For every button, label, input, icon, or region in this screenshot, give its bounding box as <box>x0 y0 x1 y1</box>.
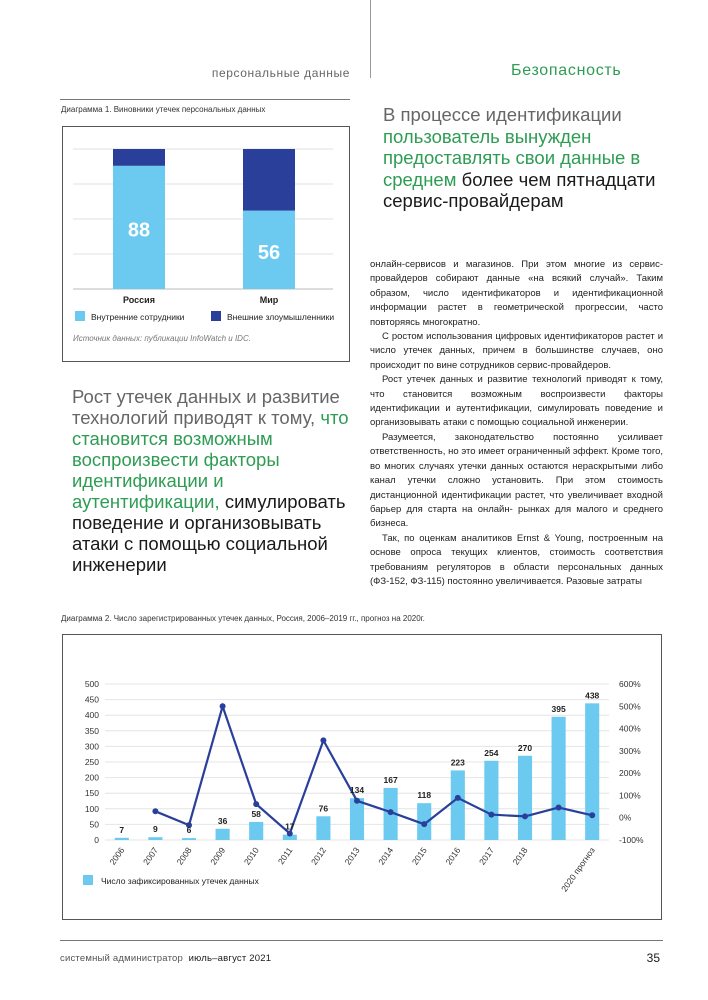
y-tick-right: 0% <box>619 812 632 823</box>
footer-rule <box>60 940 663 941</box>
bar-data-label: 254 <box>484 747 499 758</box>
bar-segment <box>243 149 295 211</box>
article-body <box>370 258 663 589</box>
body-paragraph: Так, по оценкам аналитиков Ernst & Young, построенным на основе опроса текущих клиентов, стоимость соответствия требованиям регуляторов в области персональных данных (ФЗ-152, ФЗ-115) постоянно увеличивается. Разовые затраты <box>370 532 663 587</box>
x-tick-label: 2009 <box>208 845 228 867</box>
bar <box>148 837 162 840</box>
bar-data-label: 118 <box>417 790 432 801</box>
body-paragraph: онлайн-сервисов и магазинов. При этом многие из сервис-провайдеров собирают данные «на всякий случай». Таким образом, число идентификаторов и идентификационной информации растет в геометрической прогрессии, часто повторяясь многократно. <box>370 259 663 328</box>
body-paragraph: С ростом использования цифровых идентификаторов растет и число утечек данных, причем в большинстве случаев, оно происходит по вине сотрудников сервис-провайдеров. <box>370 331 663 371</box>
y-tick-right: 600% <box>619 679 641 689</box>
x-tick-label: 2008 <box>174 845 194 867</box>
y-tick-right: -100% <box>619 835 644 845</box>
footer-magazine <box>60 953 271 964</box>
growth-point <box>152 808 158 814</box>
data-label: 88 <box>127 219 151 242</box>
chart2-frame <box>62 634 662 920</box>
y-tick-left: 250 <box>84 757 99 767</box>
bar <box>451 770 465 840</box>
bar <box>552 717 566 840</box>
growth-point <box>388 809 394 815</box>
bar-data-label: 438 <box>585 690 600 701</box>
page-number: 35 <box>646 951 660 965</box>
category-label: Мир <box>259 295 279 305</box>
growth-point <box>589 812 595 818</box>
bar <box>182 838 196 840</box>
y-tick-right: 400% <box>619 723 641 734</box>
bar-data-label: 76 <box>318 803 329 814</box>
bar <box>249 822 263 840</box>
y-tick-right: 100% <box>619 790 641 801</box>
category-label: Россия <box>123 295 155 305</box>
x-tick-label: 2006 <box>107 845 127 867</box>
bar-data-label: 36 <box>217 815 228 826</box>
bar-segment <box>113 149 165 166</box>
chart2-caption: Диаграмма 2. Число зарегистрированных утечек данных, Россия, 2006–2019 гг., прогноз на 2020г. <box>61 614 425 623</box>
bar-data-label: 395 <box>551 703 566 714</box>
growth-point <box>488 812 494 818</box>
growth-point <box>220 703 226 709</box>
growth-point <box>320 737 326 743</box>
y-tick-left: 200 <box>84 772 99 783</box>
chart1-plot <box>63 127 351 363</box>
x-tick-label: 2011 <box>275 845 295 867</box>
pull-quote-2 <box>72 386 362 575</box>
bar-data-label: 134 <box>349 785 365 796</box>
y-tick-left: 150 <box>84 788 99 799</box>
body-paragraph: Рост утечек данных и развитие технологий приводят к тому, что становится возможным воспроизвести факторы идентификации и аутентификации, симулировать поведение и организовывать атаки с помощью социальной инженерии. <box>370 374 663 429</box>
bar <box>585 703 599 840</box>
body-paragraph: Разумеется, законодательство постоянно усиливает ответственность, но это имеет ограниченный эффект. Кроме того, во многих случаях утечки данных остаются нераскрытыми либо канал утечки сложно установить. При этом стоимость дистанционной идентификации растет, что увеличивает входной барьер для старта на онлайн- рынках для малого и среднего бизнеса. <box>370 431 663 530</box>
growth-point <box>455 795 461 801</box>
pull-quote-2-part3: симулировать поведение и организовывать атаки с помощью социальной инженерии <box>72 491 346 575</box>
y-tick-left: 350 <box>84 725 99 736</box>
growth-point <box>354 798 360 804</box>
x-tick-label: 2018 <box>510 845 530 867</box>
legend-label: Внутренние сотрудники <box>91 312 185 322</box>
x-tick-label: 2015 <box>409 845 429 867</box>
legend-swatch <box>75 311 85 321</box>
bar-data-label: 9 <box>153 824 158 835</box>
chart1-frame <box>62 126 350 362</box>
legend-swatch <box>211 311 221 321</box>
data-label: 56 <box>257 241 281 264</box>
y-tick-left: 0 <box>94 835 99 845</box>
y-tick-left: 500 <box>84 679 99 689</box>
bar <box>115 838 129 840</box>
bar <box>484 761 498 840</box>
bar <box>350 798 364 840</box>
bar-data-label: 17 <box>285 821 295 832</box>
pull-quote-2-part1: Рост утечек данных и развитие технологий приводят к тому, <box>72 386 340 428</box>
header-divider <box>370 0 371 78</box>
growth-point <box>556 804 562 810</box>
x-tick-label: 2007 <box>140 845 161 867</box>
y-tick-left: 100 <box>84 803 99 814</box>
bar <box>316 816 330 840</box>
section-label: персональные данные <box>211 66 350 80</box>
magazine-name: системный администратор <box>60 953 183 964</box>
pull-quote-1 <box>383 104 683 212</box>
pull-quote-1-part3: более чем пятнадцати сервис-провайдерам <box>383 168 656 211</box>
bar <box>518 756 532 840</box>
y-tick-right: 500% <box>619 701 641 712</box>
y-tick-left: 50 <box>89 819 99 830</box>
chart2-plot <box>63 635 663 921</box>
growth-point <box>421 821 427 827</box>
bar-data-label: 223 <box>450 757 465 768</box>
y-tick-left: 400 <box>84 710 99 721</box>
chart1-caption: Диаграмма 1. Виновники утечек персональных данных <box>61 105 266 114</box>
y-tick-left: 450 <box>84 694 99 705</box>
bar <box>216 829 230 840</box>
y-tick-right: 200% <box>619 768 641 779</box>
x-tick-label: 2012 <box>308 845 329 867</box>
pull-quote-1-part2: пользователь вынужден предоставлять свои данные в среднем <box>383 125 641 190</box>
x-tick-label: 2016 <box>443 845 463 867</box>
y-tick-right: 300% <box>619 745 641 756</box>
growth-point <box>253 801 259 807</box>
header-rule <box>60 99 350 100</box>
x-tick-label: 2014 <box>376 845 396 867</box>
x-tick-label: 2020 прогноз <box>559 845 597 894</box>
bar-data-label: 6 <box>186 825 192 836</box>
pull-quote-2-part2: что становится возможным воспроизвести факторы идентификации и аутентификации, <box>72 407 349 512</box>
x-tick-label: 2010 <box>241 845 261 867</box>
growth-point <box>522 813 528 819</box>
bar-data-label: 270 <box>517 742 533 753</box>
legend-label: Внешние злоумышленники <box>227 312 335 322</box>
pull-quote-1-part1: В процессе идентификации <box>383 104 622 125</box>
legend-label: Число зафиксированных утечек данных <box>101 876 259 886</box>
bar-data-label: 167 <box>383 774 398 785</box>
issue-date: июль–август 2021 <box>188 953 272 964</box>
bar-data-label: 58 <box>251 808 261 819</box>
x-tick-label: 2013 <box>342 845 362 867</box>
section-title: Безопасность <box>511 62 622 79</box>
legend-swatch <box>83 875 93 885</box>
bar-data-label: 7 <box>119 824 125 835</box>
source-note: Источник данных: публикации InfoWatch и IDC. <box>73 334 251 343</box>
y-tick-left: 300 <box>84 741 99 752</box>
x-tick-label: 2017 <box>476 845 497 867</box>
